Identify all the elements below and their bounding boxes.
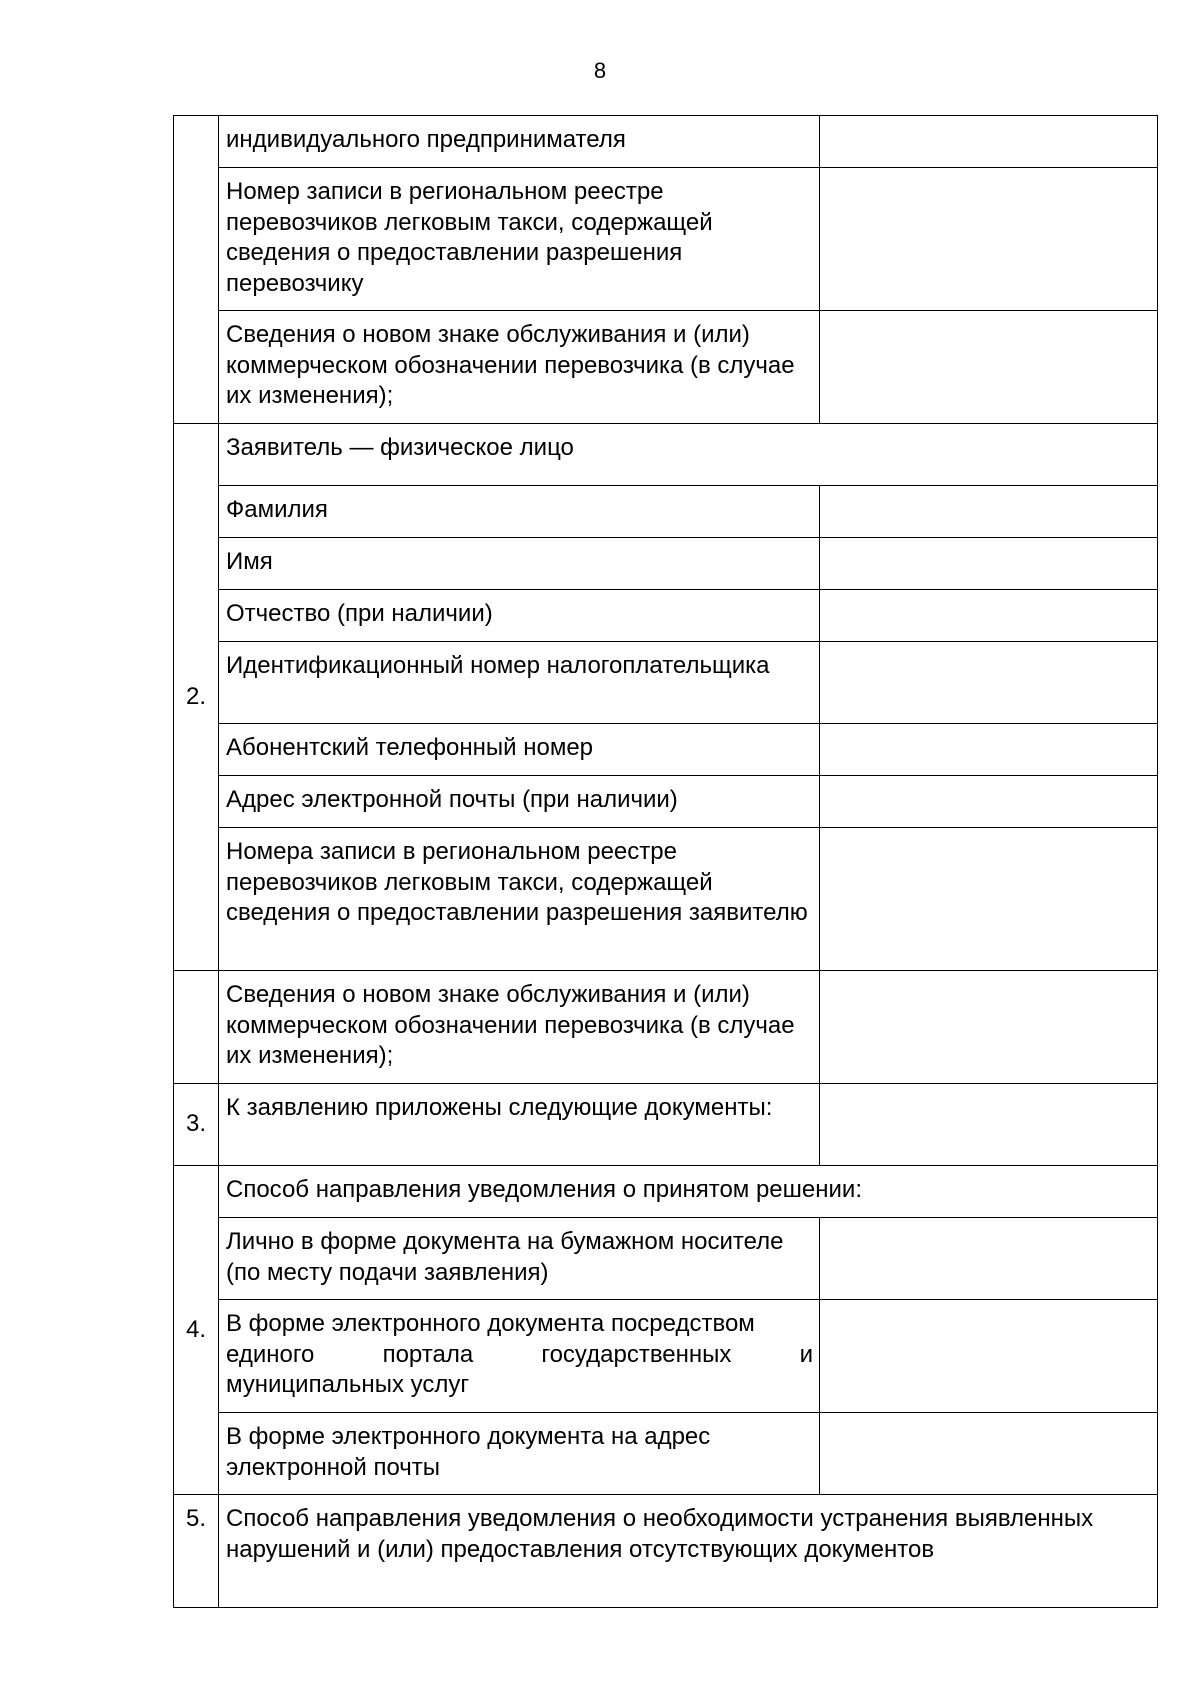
field-value-cell[interactable]: [820, 971, 1158, 1084]
field-label: индивидуального предпринимателя: [219, 116, 820, 168]
field-value-cell[interactable]: [820, 642, 1158, 724]
field-value-cell[interactable]: [820, 828, 1158, 971]
table-row: [174, 1084, 1158, 1166]
table-row: [174, 486, 1158, 538]
table-row: [174, 971, 1158, 1084]
field-label: [219, 1300, 820, 1413]
field-label: В форме электронного документа на адрес электронной почты: [219, 1413, 820, 1495]
field-value-cell[interactable]: [820, 116, 1158, 168]
field-value-cell[interactable]: [820, 590, 1158, 642]
field-label: Абонентский телефонный номер: [219, 724, 820, 776]
table-row: [174, 590, 1158, 642]
table-row: [174, 168, 1158, 311]
row-number-cell: 5.: [174, 1495, 219, 1608]
table-row: [174, 424, 1158, 486]
table-row: [174, 1495, 1158, 1608]
table-row: [174, 1300, 1158, 1413]
table-row: [174, 538, 1158, 590]
field-label: Отчество (при наличии): [219, 590, 820, 642]
field-label: Сведения о новом знаке обслуживания и (или) коммерческом обозначении перевозчика (в случае их изменения);: [219, 971, 820, 1084]
table-row: [174, 828, 1158, 971]
row-number-cell: 3.: [174, 1084, 219, 1166]
field-value-cell[interactable]: [820, 1300, 1158, 1413]
table-row: [174, 311, 1158, 424]
table-row: [174, 1166, 1158, 1218]
field-value-cell[interactable]: [820, 311, 1158, 424]
field-label: Способ направления уведомления о необходимости устранения выявленных нарушений и (или) предоставления отсутствующих документов: [219, 1495, 1158, 1608]
section-header: Заявитель — физическое лицо: [219, 424, 1158, 486]
table-row: [174, 642, 1158, 724]
field-label: Адрес электронной почты (при наличии): [219, 776, 820, 828]
field-label: Номер записи в региональном реестре перевозчиков легковым такси, содержащей сведения о предоставлении разрешения перевозчику: [219, 168, 820, 311]
application-form-table: [173, 115, 1158, 1608]
field-value-cell[interactable]: [820, 1084, 1158, 1166]
row-number-cell: 4.: [174, 1166, 219, 1495]
field-value-cell[interactable]: [820, 486, 1158, 538]
row-number-cell: 2.: [174, 424, 219, 971]
field-label: Сведения о новом знаке обслуживания и (или) коммерческом обозначении перевозчика (в случае их изменения);: [219, 311, 820, 424]
field-label: Фамилия: [219, 486, 820, 538]
page-number: 8: [593, 58, 607, 83]
section-header: Способ направления уведомления о принятом решении:: [219, 1166, 1158, 1218]
field-label-line: муниципальных услуг: [226, 1371, 470, 1398]
field-label: Имя: [219, 538, 820, 590]
field-label-line: единого портала государственных и: [226, 1340, 813, 1368]
table-row: [174, 776, 1158, 828]
field-label: К заявлению приложены следующие документы:: [219, 1084, 820, 1166]
table-row: [174, 1218, 1158, 1300]
field-value-cell[interactable]: [820, 776, 1158, 828]
field-label: Номера записи в региональном реестре перевозчиков легковым такси, содержащей сведения о предоставлении разрешения заявителю: [219, 828, 820, 971]
table-row: [174, 724, 1158, 776]
field-label-line: В форме электронного документа посредством: [226, 1310, 755, 1337]
field-value-cell[interactable]: [820, 724, 1158, 776]
row-number-cell: [174, 971, 219, 1084]
field-value-cell[interactable]: [820, 1413, 1158, 1495]
table-row: [174, 1413, 1158, 1495]
row-number-cell: [174, 116, 219, 424]
field-value-cell[interactable]: [820, 168, 1158, 311]
field-label: Лично в форме документа на бумажном носителе (по месту подачи заявления): [219, 1218, 820, 1300]
field-label: Идентификационный номер налогоплательщика: [219, 642, 820, 724]
field-value-cell[interactable]: [820, 538, 1158, 590]
field-value-cell[interactable]: [820, 1218, 1158, 1300]
table-row: [174, 116, 1158, 168]
